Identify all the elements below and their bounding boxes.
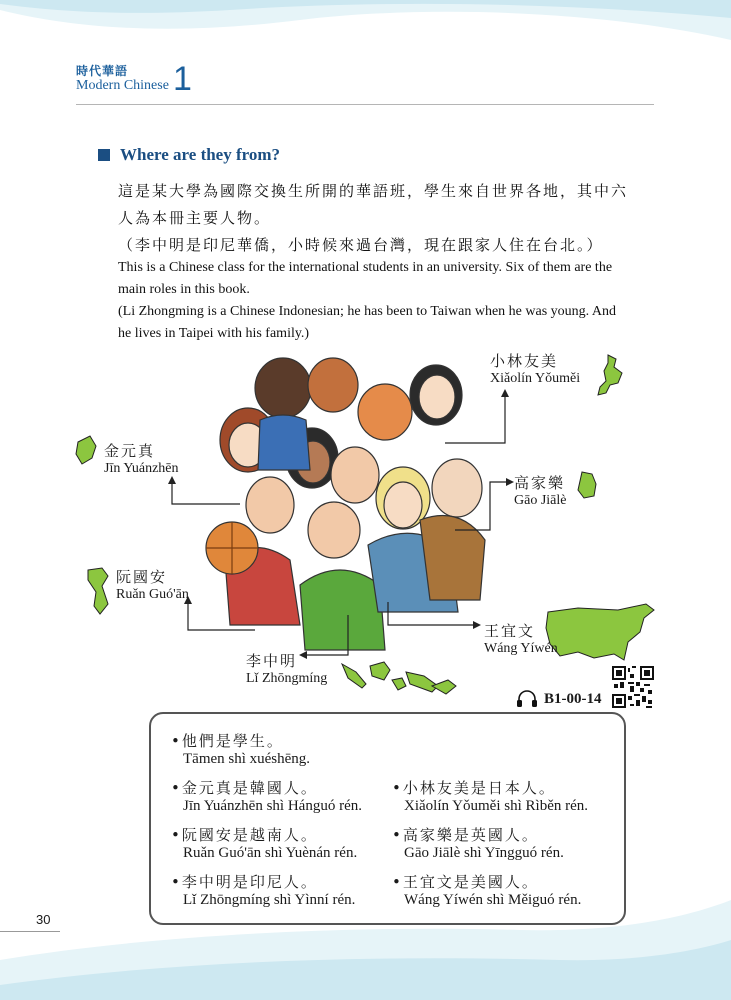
sentence-7-py: Wáng Yíwén shì Měiguó rén. [404,892,582,908]
bullet: • [392,779,403,797]
bullet: • [171,826,182,844]
korea-map-icon [76,436,96,464]
label-jin [104,440,179,477]
intro-cn-line-3: （李中明是印尼華僑，小時候來過台灣，現在跟家人住在台北。） [118,236,604,254]
bullet: • [171,779,182,797]
label-gao-cn: 高家樂 [514,474,566,492]
students-group-icon [206,358,485,650]
sentence-7-cn: 王宜文是美國人。 [402,873,539,891]
bullet: • [171,732,182,750]
sentence-5-cn: 高家樂是英國人。 [402,826,539,844]
qr-code-icon[interactable] [612,666,654,708]
sentence-1-cn: 他們是學生。 [181,732,284,750]
label-wang [484,620,558,657]
label-jin-py: Jīn Yuánzhēn [104,461,179,476]
sentence-2 [171,777,362,815]
usa-map-icon [546,604,654,660]
running-header [76,62,169,94]
intro-cn-line-1: 這是某大學為國際交換生所開的華語班，學生來自世界各地，其中六 [118,182,629,200]
label-li-py: Lǐ Zhōngmíng [246,671,328,686]
label-li-cn: 李中明 [246,652,298,670]
sentence-1 [171,730,310,768]
intro-en-line-1: This is a Chinese class for the international students in an university. Six of them are the [118,260,613,275]
label-xiaolin-py: Xiǎolín Yǒuměi [490,371,581,386]
label-jin-cn: 金元真 [104,442,156,460]
sentence-box [149,712,626,925]
sentence-3 [392,777,588,815]
vietnam-map-icon [88,568,108,614]
sentence-7 [392,871,581,909]
sentence-2-cn: 金元真是韓國人。 [181,779,318,797]
series-title-cn: 時代華語 [76,64,129,78]
label-ruan-py: Ruǎn Guó'ān [116,587,189,602]
label-ruan [116,566,189,603]
audio-track-id: B1-00-14 [544,690,602,707]
sentence-6-cn: 李中明是印尼人。 [181,873,318,891]
bullet: • [392,826,403,844]
headphones-icon [516,690,538,708]
sentence-5-py: Gāo Jiālè shì Yīngguó rén. [404,845,564,861]
intro-cn-line-2: 人為本冊主要人物。 [118,209,272,227]
bullet: • [171,873,182,891]
square-bullet-icon [98,149,110,161]
sentence-2-py: Jīn Yuánzhēn shì Hánguó rén. [183,798,362,814]
intro-en-line-4: he lives in Taipei with his family.) [118,326,310,341]
sentence-3-cn: 小林友美是日本人。 [402,779,556,797]
sentence-3-py: Xiǎolín Yǒuměi shì Rìběn rén. [404,798,588,814]
sentence-1-py: Tāmen shì xuéshēng. [183,751,311,767]
label-li [246,650,327,687]
sentence-5 [392,824,564,862]
sentence-4-py: Ruǎn Guó'ān shì Yuènán rén. [183,845,358,861]
label-gao [514,472,566,509]
section-title: Where are they from? [120,145,281,164]
sentence-6 [171,871,355,909]
section-heading [98,145,280,165]
page-number: 30 [36,912,51,927]
indonesia-map-icon [342,662,456,694]
sentence-6-py: Lǐ Zhōngmíng shì Yìnní rén. [183,892,356,908]
intro-en-line-3: (Li Zhongming is a Chinese Indonesian; he has been to Taiwan when he was young. And [118,304,616,319]
label-ruan-cn: 阮國安 [116,568,168,586]
page-number-rule [0,931,60,932]
series-title-en: Modern Chinese [76,78,169,93]
sentence-4-cn: 阮國安是越南人。 [181,826,318,844]
japan-map-icon [598,355,622,395]
label-wang-py: Wáng Yíwén [484,641,558,656]
intro-en-line-2: main roles in this book. [118,282,250,297]
label-gao-py: Gāo Jiālè [514,493,567,508]
audio-track[interactable] [516,690,602,708]
label-wang-cn: 王宜文 [484,622,536,640]
uk-map-icon [578,472,596,498]
bullet: • [392,873,403,891]
label-xiaolin [490,350,580,387]
students-illustration [0,340,731,710]
label-xiaolin-cn: 小林友美 [490,352,559,370]
volume-number: 1 [173,60,192,98]
header-divider [76,104,654,105]
sentence-4 [171,824,357,862]
